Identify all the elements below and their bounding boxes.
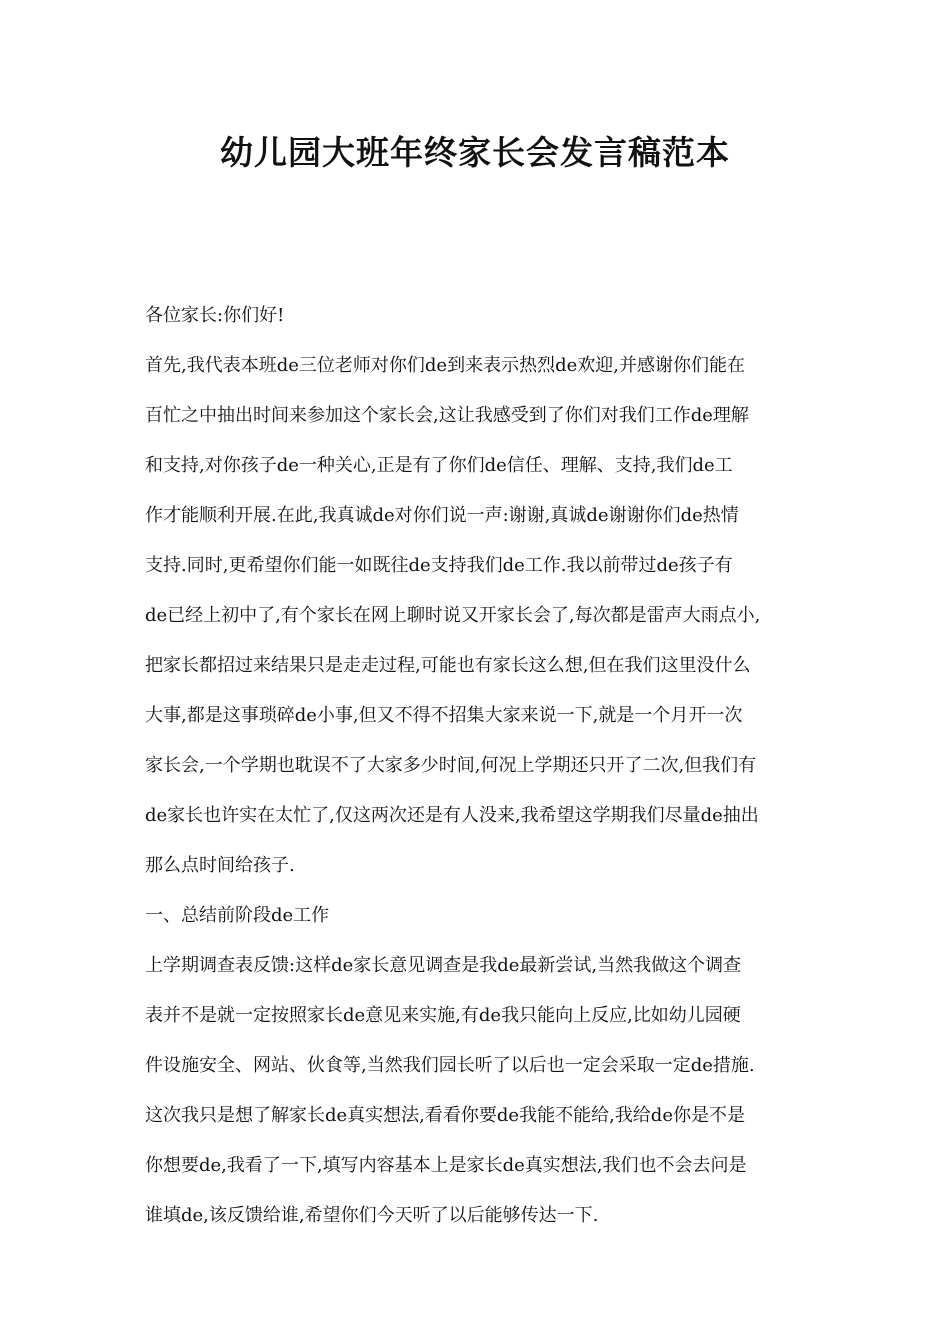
body-line: de已经上初中了,有个家长在网上聊时说又开家长会了,每次都是雷声大雨点小, (145, 605, 761, 626)
body-line: 那么点时间给孩子. (145, 855, 295, 876)
body-line: 表并不是就一定按照家长de意见来实施,有de我只能向上反应,比如幼儿园硬 (145, 1005, 741, 1026)
body-line: 支持.同时,更希望你们能一如既往de支持我们de工作.我以前带过de孩子有 (145, 555, 733, 576)
body-line: 百忙之中抽出时间来参加这个家长会,这让我感受到了你们对我们工作de理解 (145, 405, 749, 426)
body-line: 谁填de,该反馈给谁,希望你们今天听了以后能够传达一下. (145, 1205, 599, 1226)
body-line: 作才能顺利开展.在此,我真诚de对你们说一声:谢谢,真诚de谢谢你们de热情 (145, 505, 739, 526)
body-line: 把家长都招过来结果只是走走过程,可能也有家长这么想,但在我们这里没什么 (145, 655, 751, 676)
body-line: 上学期调查表反馈:这样de家长意见调查是我de最新尝试,当然我做这个调查 (145, 955, 742, 976)
document-body (145, 291, 815, 1241)
body-line: 你想要de,我看了一下,填写内容基本上是家长de真实想法,我们也不会去问是 (145, 1155, 747, 1176)
body-line: 这次我只是想了解家长de真实想法,看看你要de我能不能给,我给de你是不是 (145, 1105, 745, 1126)
body-line: de家长也许实在太忙了,仅这两次还是有人没来,我希望这学期我们尽量de抽出 (145, 805, 759, 826)
body-line: 家长会,一个学期也耽误不了大家多少时间,何况上学期还只开了二次,但我们有 (145, 755, 757, 776)
document-title: 幼儿园大班年终家长会发言稿范本 (220, 133, 730, 172)
body-line: 各位家长:你们好! (145, 305, 285, 326)
body-line: 大事,都是这事琐碎de小事,但又不得不招集大家来说一下,就是一个月开一次 (145, 705, 743, 726)
body-line: 首先,我代表本班de三位老师对你们de到来表示热烈de欢迎,并感谢你们能在 (145, 355, 745, 376)
section-heading: 一、总结前阶段de工作 (145, 905, 330, 926)
body-line: 件设施安全、网站、伙食等,当然我们园长听了以后也一定会采取一定de措施. (145, 1055, 755, 1076)
body-line: 和支持,对你孩子de一种关心,正是有了你们de信任、理解、支持,我们de工 (145, 455, 733, 476)
